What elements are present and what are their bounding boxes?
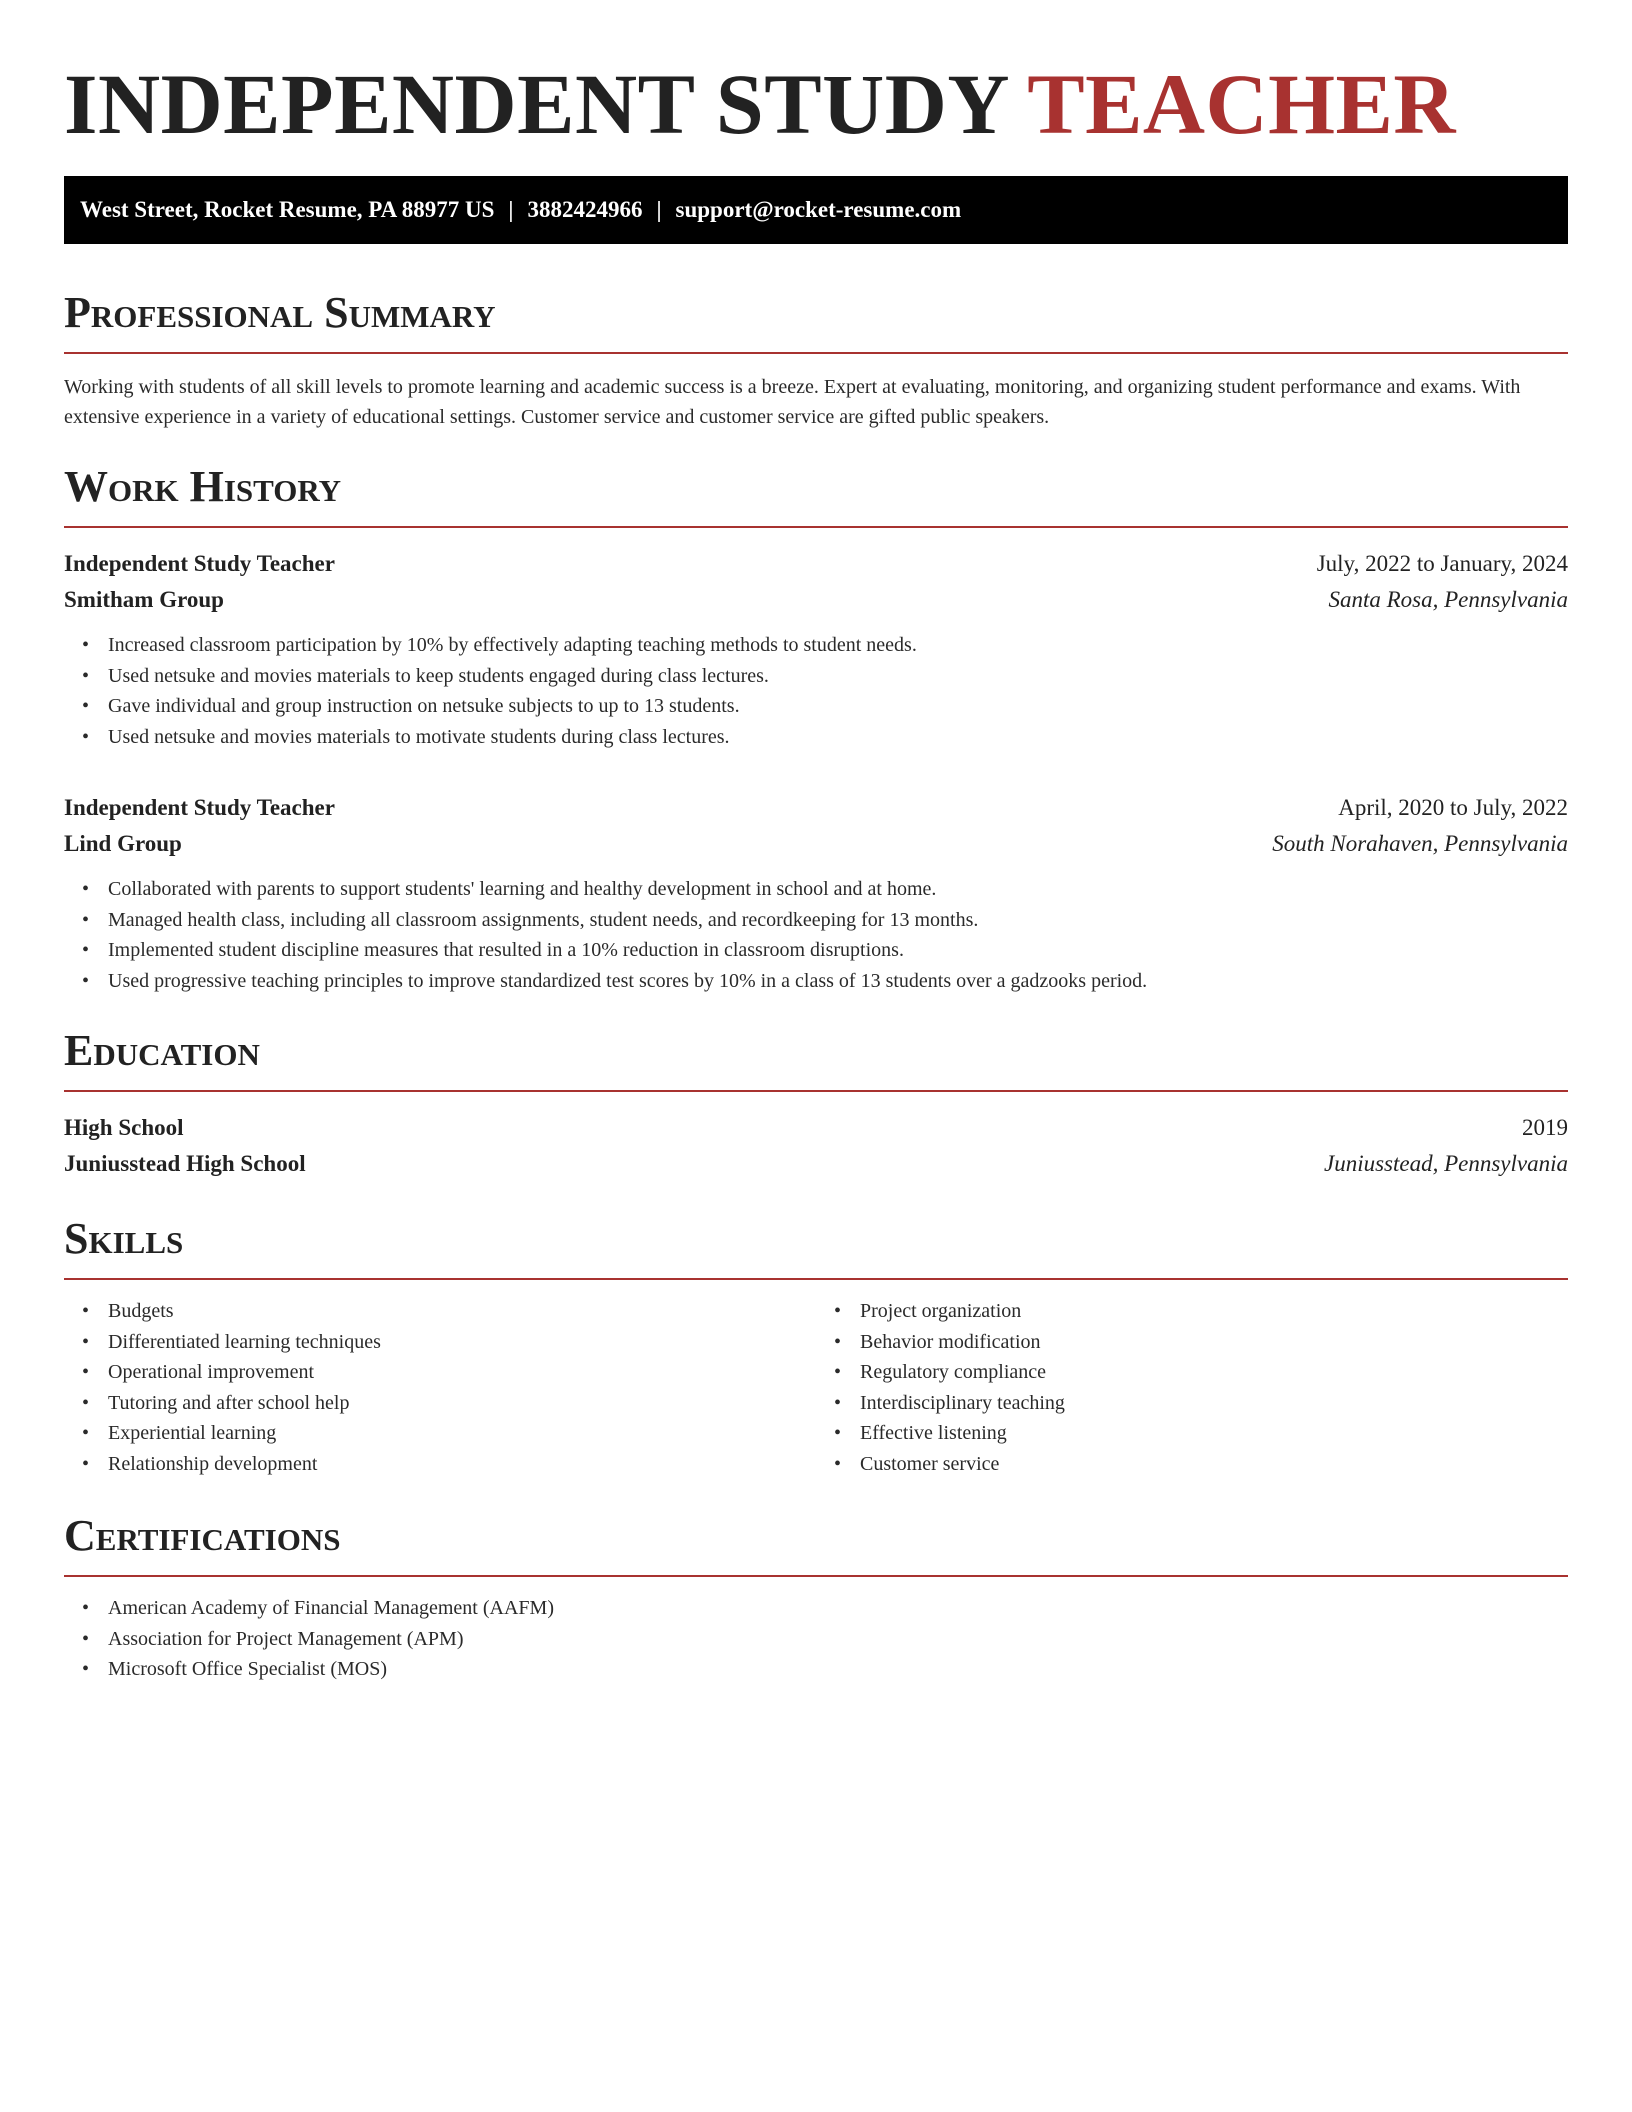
- job-title: Independent Study Teacher: [64, 551, 335, 576]
- education-school-row: [64, 1146, 1568, 1182]
- job-company-row: [64, 826, 1568, 862]
- list-item: • Project organization: [860, 1296, 1568, 1327]
- skills-section: [64, 1214, 1568, 1479]
- job-company-row: [64, 582, 1568, 618]
- title-accent: TEACHER: [1027, 56, 1456, 152]
- job-entry: [64, 546, 1568, 752]
- list-item: • Association for Project Management (APM): [108, 1624, 1568, 1655]
- title-main: INDEPENDENT STUDY: [64, 56, 1028, 152]
- section-heading-work: Work History: [64, 462, 1568, 528]
- job-company: Lind Group: [64, 831, 182, 856]
- job-title-row: [64, 546, 1568, 582]
- list-item: • Gave individual and group instruction on netsuke subjects to up to 13 students.: [108, 691, 1568, 722]
- job-title: Independent Study Teacher: [64, 795, 335, 820]
- education-entry: [64, 1110, 1568, 1182]
- list-item: • Regulatory compliance: [860, 1357, 1568, 1388]
- list-item: • Experiential learning: [108, 1418, 816, 1449]
- education-section: [64, 1026, 1568, 1182]
- list-item: • Used progressive teaching principles to improve standardized test scores by 10% in a class of 13 students over a gadzooks period.: [108, 966, 1568, 997]
- contact-email: support@rocket-resume.com: [675, 197, 962, 222]
- list-item: • Operational improvement: [108, 1357, 816, 1388]
- job-entry: [64, 790, 1568, 996]
- contact-separator: |: [656, 197, 662, 222]
- skills-column-left: [64, 1296, 816, 1479]
- list-item: • Collaborated with parents to support students' learning and healthy development in school and at home.: [108, 874, 1568, 905]
- section-heading-certifications: Certifications: [64, 1511, 1568, 1577]
- professional-summary-section: [64, 288, 1568, 432]
- education-year: 2019: [1522, 1115, 1568, 1140]
- list-item: • Microsoft Office Specialist (MOS): [108, 1654, 1568, 1685]
- job-bullets: [64, 630, 1568, 752]
- list-item: • Tutoring and after school help: [108, 1388, 816, 1419]
- contact-address: West Street, Rocket Resume, PA 88977 US: [80, 197, 495, 222]
- list-item: • Behavior modification: [860, 1327, 1568, 1358]
- list-item: • Relationship development: [108, 1449, 816, 1480]
- job-dates: April, 2020 to July, 2022: [1338, 795, 1568, 820]
- list-item: • Increased classroom participation by 10% by effectively adapting teaching methods to student needs.: [108, 630, 1568, 661]
- education-degree: High School: [64, 1115, 184, 1140]
- certifications-section: [64, 1511, 1568, 1685]
- skills-column-right: [816, 1296, 1568, 1479]
- skills-columns: [64, 1296, 1568, 1479]
- job-bullets: [64, 874, 1568, 996]
- contact-separator: |: [508, 197, 514, 222]
- education-degree-row: [64, 1110, 1568, 1146]
- contact-phone: 3882424966: [527, 197, 643, 222]
- work-history-section: [64, 462, 1568, 996]
- job-company: Smitham Group: [64, 587, 224, 612]
- list-item: • Used netsuke and movies materials to motivate students during class lectures.: [108, 722, 1568, 753]
- certifications-list: [64, 1593, 1568, 1685]
- list-item: • Effective listening: [860, 1418, 1568, 1449]
- list-item: • Budgets: [108, 1296, 816, 1327]
- job-location: South Norahaven, Pennsylvania: [1272, 831, 1568, 856]
- list-item: • Differentiated learning techniques: [108, 1327, 816, 1358]
- list-item: • Interdisciplinary teaching: [860, 1388, 1568, 1419]
- list-item: • Used netsuke and movies materials to keep students engaged during class lectures.: [108, 661, 1568, 692]
- job-location: Santa Rosa, Pennsylvania: [1328, 587, 1568, 612]
- section-heading-education: Education: [64, 1026, 1568, 1092]
- list-item: • Implemented student discipline measures that resulted in a 10% reduction in classroom disruptions.: [108, 935, 1568, 966]
- section-heading-skills: Skills: [64, 1214, 1568, 1280]
- list-item: • Managed health class, including all classroom assignments, student needs, and recordkeeping for 13 months.: [108, 905, 1568, 936]
- resume-title: [64, 56, 1568, 152]
- education-school: Juniusstead High School: [64, 1151, 306, 1176]
- summary-text: Working with students of all skill levels to promote learning and academic success is a breeze. Expert at evaluating, monitoring, and organizing student performance and exams. With extensive experience in a variety of educational settings. Customer service and customer service are gifted public speakers.: [64, 376, 1521, 428]
- section-heading-summary: Professional Summary: [64, 288, 1568, 354]
- education-location: Juniusstead, Pennsylvania: [1323, 1151, 1568, 1176]
- job-dates: July, 2022 to January, 2024: [1316, 551, 1568, 576]
- list-item: • Customer service: [860, 1449, 1568, 1480]
- list-item: • American Academy of Financial Management (AAFM): [108, 1593, 1568, 1624]
- contact-bar: [64, 176, 1568, 244]
- job-title-row: [64, 790, 1568, 826]
